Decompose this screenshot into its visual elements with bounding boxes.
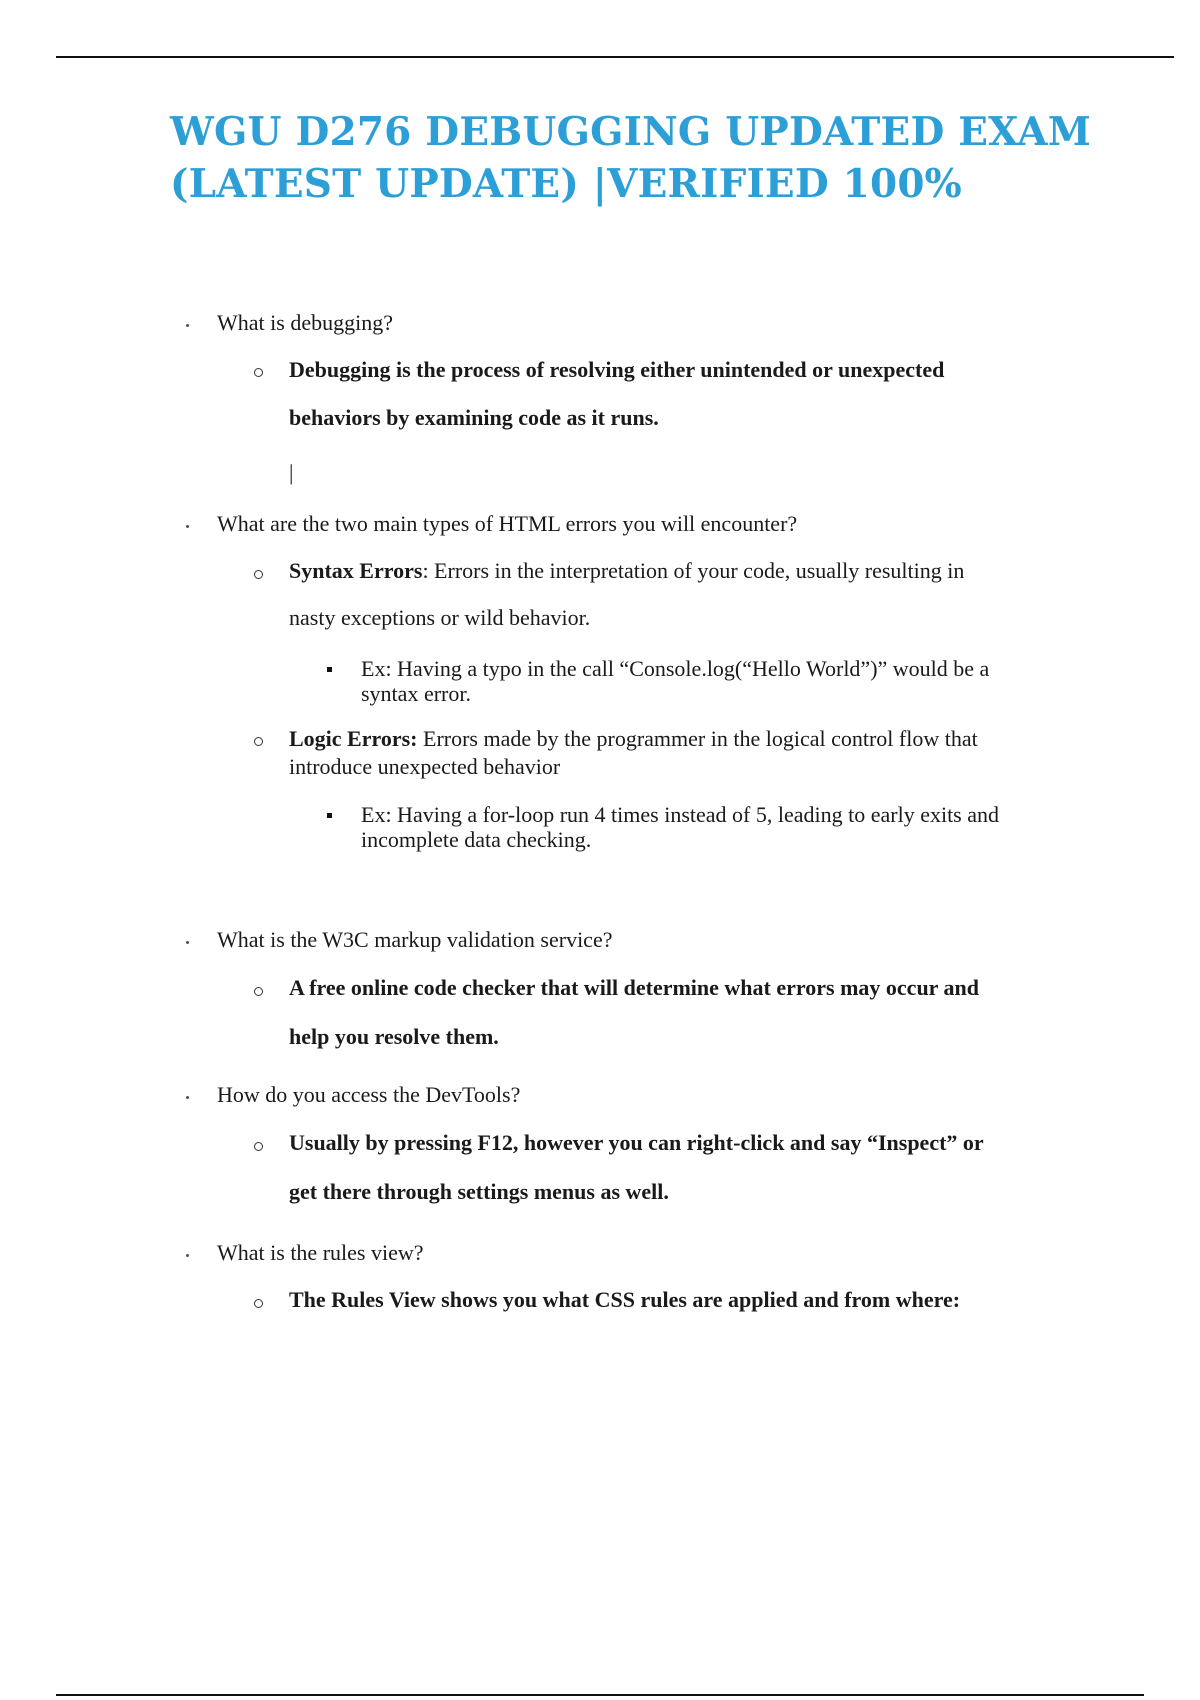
- document-title: [170, 106, 1130, 210]
- answer-rules-view-line-1: The Rules View shows you what CSS rules are applied and from where:: [289, 1287, 961, 1312]
- syntax-errors-term: Syntax Errors: [289, 558, 423, 583]
- bottom-rule: [56, 1694, 1144, 1696]
- logic-errors-line-2: introduce unexpected behavior: [289, 754, 561, 779]
- syntax-example-line-2: syntax error.: [361, 681, 471, 706]
- square-bullet-icon: [327, 813, 332, 818]
- bullet-dot-icon: [186, 525, 189, 528]
- logic-example-line-1: Ex: Having a for-loop run 4 times instead of 5, leading to early exits and: [361, 802, 1000, 827]
- title-line-2: (LATEST UPDATE) |VERIFIED 100%: [170, 161, 962, 207]
- circle-bullet-icon: [254, 987, 263, 996]
- answer-debugging-line-2: behaviors by examining code as it runs.: [289, 405, 659, 430]
- title-line-1: WGU D276 DEBUGGING UPDATED EXAM: [170, 109, 1092, 155]
- answer-w3c-line-2: help you resolve them.: [289, 1024, 499, 1049]
- question-html-errors: What are the two main types of HTML errors you will encounter?: [217, 511, 798, 536]
- syntax-errors-line-1: [289, 558, 964, 584]
- answer-devtools-line-1: Usually by pressing F12, however you can right-click and say “Inspect” or: [289, 1130, 984, 1155]
- bullet-dot-icon: [186, 1096, 189, 1099]
- question-devtools: How do you access the DevTools?: [217, 1082, 521, 1107]
- bullet-dot-icon: [186, 941, 189, 944]
- question-rules-view: What is the rules view?: [217, 1240, 424, 1265]
- syntax-errors-line-2: nasty exceptions or wild behavior.: [289, 605, 591, 630]
- question-debugging: What is debugging?: [217, 310, 393, 335]
- logic-errors-term: Logic Errors:: [289, 726, 418, 751]
- logic-errors-line-1: [289, 726, 978, 752]
- syntax-errors-definition: : Errors in the interpretation of your code, usually resulting in: [422, 558, 965, 583]
- answer-debugging-line-1: Debugging is the process of resolving either unintended or unexpected: [289, 357, 945, 382]
- circle-bullet-icon: [254, 1299, 263, 1308]
- top-rule: [56, 56, 1174, 58]
- syntax-example-line-1: Ex: Having a typo in the call “Console.log(“Hello World”)” would be a: [361, 656, 990, 681]
- bullet-dot-icon: [186, 324, 189, 327]
- circle-bullet-icon: [254, 368, 263, 377]
- circle-bullet-icon: [254, 1142, 263, 1151]
- circle-bullet-icon: [254, 570, 263, 579]
- answer-devtools-line-2: get there through settings menus as well.: [289, 1179, 669, 1204]
- square-bullet-icon: [327, 667, 332, 672]
- circle-bullet-icon: [254, 737, 263, 746]
- question-w3c: What is the W3C markup validation service?: [217, 927, 613, 952]
- logic-errors-definition: Errors made by the programmer in the logical control flow that: [417, 726, 978, 751]
- answer-w3c-line-1: A free online code checker that will determine what errors may occur and: [289, 975, 980, 1000]
- logic-example-line-2: incomplete data checking.: [361, 827, 592, 852]
- text-cursor: |: [289, 460, 294, 485]
- bullet-dot-icon: [186, 1254, 189, 1257]
